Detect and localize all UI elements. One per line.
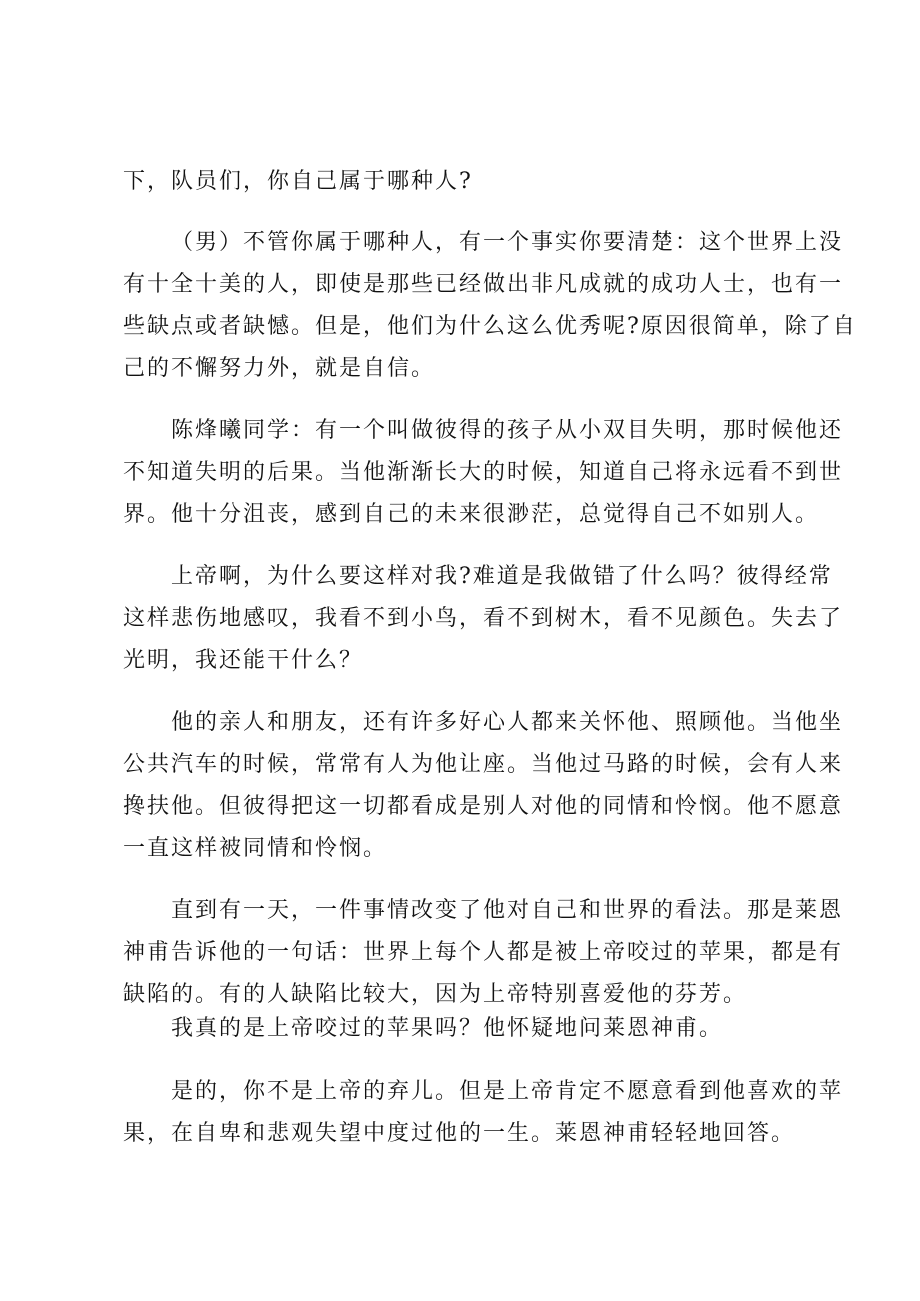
paragraph-2 (123, 410, 844, 536)
paragraph-1 (123, 222, 857, 390)
paragraph-6 (123, 1008, 823, 1050)
paragraph-4 (123, 702, 844, 870)
paragraph-line: 他的亲人和朋友，还有许多好心人都来关怀他、照顾他。当他坐 (171, 710, 844, 735)
paragraph-5 (123, 890, 844, 1016)
paragraph-line: 上帝啊，为什么要这样对我?难道是我做错了什么吗？彼得经常 (171, 564, 833, 589)
paragraph-line: 光明，我还能干什么？ (123, 648, 364, 673)
paragraph-line: 一直这样被同情和怜悯。 (123, 836, 388, 861)
paragraph-line: 界。他十分沮丧，感到自己的未来很渺茫，总觉得自己不如别人。 (123, 502, 820, 527)
paragraph-line: 公共汽车的时候，常常有人为他让座。当他过马路的时候，会有人来 (123, 752, 844, 777)
paragraph-line: （男）不管你属于哪种人，有一个事实你要清楚：这个世界上没 (171, 230, 844, 255)
paragraph-line: 果，在自卑和悲观失望中度过他的一生。莱恩神甫轻轻地回答。 (123, 1121, 796, 1146)
paragraph-line: 陈烽曦同学：有一个叫做彼得的孩子从小双目失明，那时候他还 (171, 418, 844, 443)
paragraph-line: 不知道失明的后果。当他渐渐长大的时候，知道自己将永远看不到世 (123, 460, 844, 485)
paragraph-line: 己的不懈努力外，就是自信。 (123, 356, 436, 381)
paragraph-7 (123, 1071, 844, 1155)
paragraph-line: 搀扶他。但彼得把这一切都看成是别人对他的同情和怜悯。他不愿意 (123, 794, 844, 819)
paragraph-0 (123, 161, 823, 203)
paragraph-line: 些缺点或者缺憾。但是，他们为什么这么优秀呢?原因很简单，除了自 (123, 314, 857, 339)
paragraph-line: 是的，你不是上帝的弃儿。但是上帝肯定不愿意看到他喜欢的苹 (171, 1079, 844, 1104)
paragraph-line: 我真的是上帝咬过的苹果吗？他怀疑地问莱恩神甫。 (171, 1016, 724, 1041)
paragraph-line: 缺陷的。有的人缺陷比较大，因为上帝特别喜爱他的芬芳。 (123, 982, 748, 1007)
paragraph-line: 下，队员们，你自己属于哪种人? (123, 169, 473, 194)
paragraph-line: 这样悲伤地感叹，我看不到小鸟，看不到树木，看不见颜色。失去了 (123, 606, 844, 631)
paragraph-line: 有十全十美的人，即使是那些已经做出非凡成就的成功人士，也有一 (123, 272, 844, 297)
paragraph-line: 直到有一天，一件事情改变了他对自己和世界的看法。那是莱恩 (171, 898, 844, 923)
paragraph-3 (123, 556, 844, 682)
paragraph-line: 神甫告诉他的一句话：世界上每个人都是被上帝咬过的苹果，都是有 (123, 940, 844, 965)
